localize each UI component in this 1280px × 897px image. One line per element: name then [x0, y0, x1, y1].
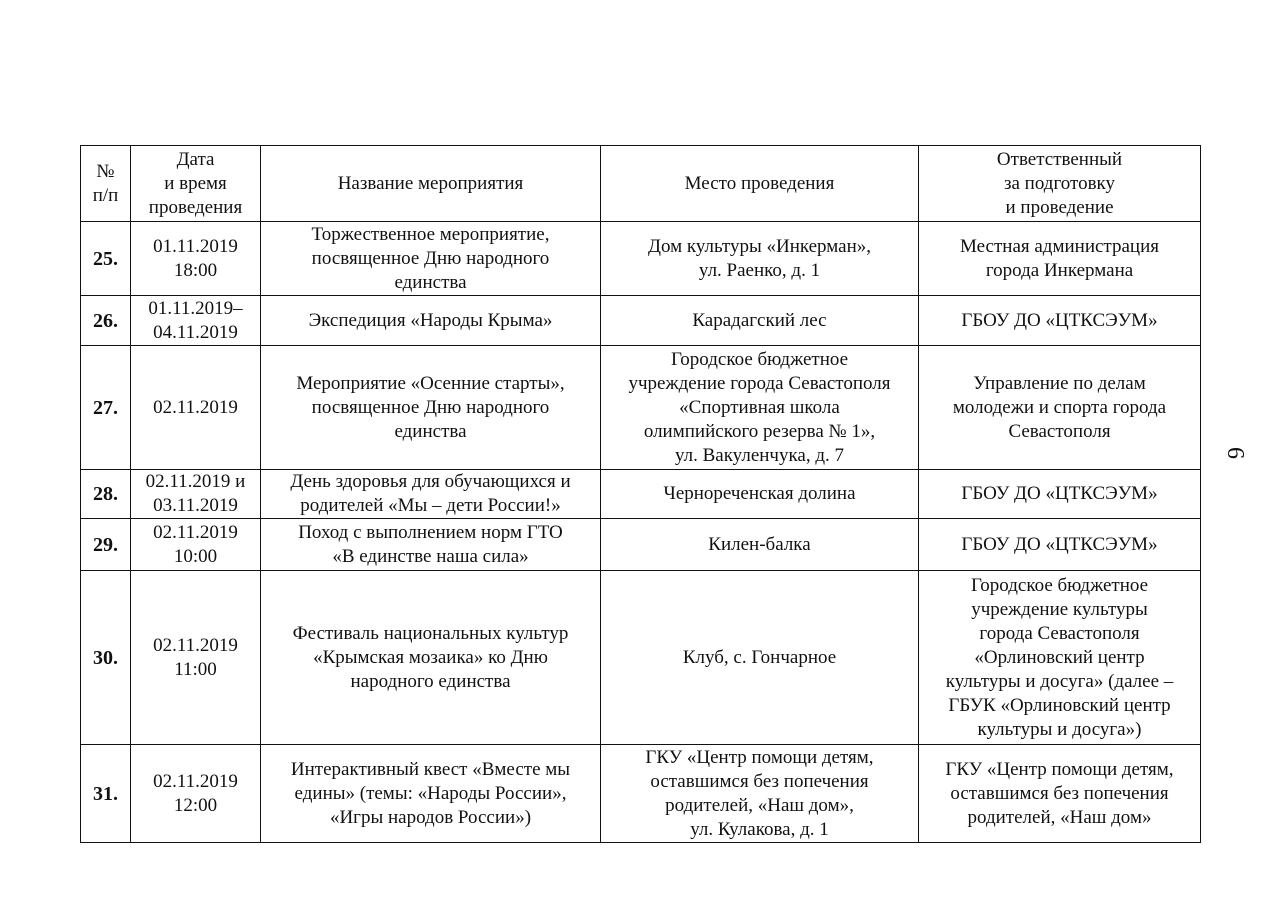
cell-place: Карадагский лес [601, 296, 919, 346]
cell-number: 31. [81, 745, 131, 843]
cell-responsible: ГКУ «Центр помощи детям, оставшимся без попечения родителей, «Наш дом» [919, 745, 1201, 843]
cell-event-name: День здоровья для обучающихся и родителей «Мы – дети России!» [261, 470, 601, 519]
cell-number: 29. [81, 519, 131, 571]
cell-number: 28. [81, 470, 131, 519]
cell-date: 01.11.2019– 04.11.2019 [131, 296, 261, 346]
table-row [81, 745, 1201, 843]
cell-place: ГКУ «Центр помощи детям, оставшимся без попечения родителей, «Наш дом», ул. Кулакова, д. 1 [601, 745, 919, 843]
header-event-name: Название мероприятия [261, 146, 601, 222]
table-row [81, 519, 1201, 571]
cell-number: 30. [81, 571, 131, 745]
table-header-row [81, 146, 1201, 222]
cell-responsible: Управление по делам молодежи и спорта города Севастополя [919, 346, 1201, 470]
cell-place: Городское бюджетное учреждение города Севастополя «Спортивная школа олимпийского резерва № 1», ул. Вакуленчука, д. 7 [601, 346, 919, 470]
cell-responsible: ГБОУ ДО «ЦТКСЭУМ» [919, 470, 1201, 519]
cell-place: Чернореченская долина [601, 470, 919, 519]
cell-event-name: Экспедиция «Народы Крыма» [261, 296, 601, 346]
header-date: Дата и время проведения [131, 146, 261, 222]
cell-responsible: Городское бюджетное учреждение культуры города Севастополя «Орлиновский центр культуры и досуга» (далее – ГБУК «Орлиновский центр культуры и досуга») [919, 571, 1201, 745]
cell-place: Дом культуры «Инкерман», ул. Раенко, д. 1 [601, 222, 919, 296]
cell-responsible: ГБОУ ДО «ЦТКСЭУМ» [919, 296, 1201, 346]
cell-date: 02.11.2019 10:00 [131, 519, 261, 571]
header-responsible: Ответственный за подготовку и проведение [919, 146, 1201, 222]
cell-event-name: Интерактивный квест «Вместе мы едины» (темы: «Народы России», «Игры народов России») [261, 745, 601, 843]
cell-event-name: Мероприятие «Осенние старты», посвященное Дню народного единства [261, 346, 601, 470]
cell-event-name: Поход с выполнением норм ГТО «В единстве наша сила» [261, 519, 601, 571]
header-place: Место проведения [601, 146, 919, 222]
header-number: № п/п [81, 146, 131, 222]
cell-place: Клуб, с. Гончарное [601, 571, 919, 745]
table-row [81, 346, 1201, 470]
page-number: 6 [1222, 447, 1248, 459]
cell-date: 02.11.2019 12:00 [131, 745, 261, 843]
cell-event-name: Торжественное мероприятие, посвященное Дню народного единства [261, 222, 601, 296]
cell-responsible: ГБОУ ДО «ЦТКСЭУМ» [919, 519, 1201, 571]
table-row [81, 470, 1201, 519]
cell-date: 01.11.2019 18:00 [131, 222, 261, 296]
cell-number: 25. [81, 222, 131, 296]
cell-date: 02.11.2019 [131, 346, 261, 470]
cell-event-name: Фестиваль национальных культур «Крымская мозаика» ко Дню народного единства [261, 571, 601, 745]
events-table [80, 145, 1201, 843]
cell-responsible: Местная администрация города Инкермана [919, 222, 1201, 296]
cell-date: 02.11.2019 11:00 [131, 571, 261, 745]
table-row [81, 571, 1201, 745]
cell-place: Килен-балка [601, 519, 919, 571]
table-row [81, 222, 1201, 296]
cell-date: 02.11.2019 и 03.11.2019 [131, 470, 261, 519]
cell-number: 27. [81, 346, 131, 470]
cell-number: 26. [81, 296, 131, 346]
table-row [81, 296, 1201, 346]
